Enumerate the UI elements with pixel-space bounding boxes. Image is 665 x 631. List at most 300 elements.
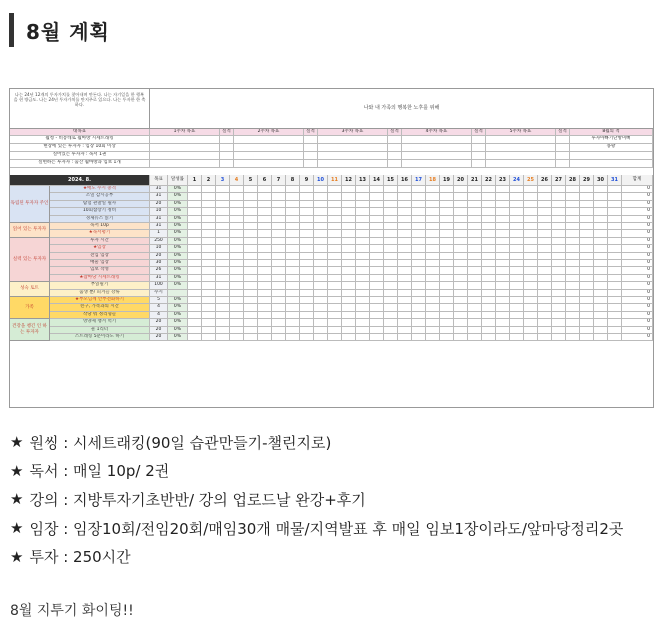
day-cell (608, 334, 622, 341)
day-cell (230, 312, 244, 319)
category-cell: 실력 있는 투자자 (10, 238, 50, 282)
day-cell (342, 238, 356, 245)
task-name-cell: 매물 임장 (50, 260, 150, 267)
day-cell (412, 267, 426, 274)
day-cell (524, 312, 538, 319)
day-cell (482, 319, 496, 326)
day-cell (412, 319, 426, 326)
day-cell (440, 312, 454, 319)
day-cell (566, 230, 580, 237)
day-cell (524, 275, 538, 282)
day-cell (188, 253, 202, 260)
bullet-text: 원씽 : 시세트래킹(90일 습관만들기-챌린지로) (29, 433, 332, 452)
day-cell (398, 304, 412, 311)
day-cell (580, 193, 594, 200)
day-head-cell: 20 (454, 175, 468, 186)
day-cell (272, 304, 286, 311)
day-cell (356, 230, 370, 237)
goal-blank-cell: 몽왕 (570, 144, 653, 152)
day-cell (202, 230, 216, 237)
day-cell (342, 223, 356, 230)
goal-blank-cell (318, 136, 388, 144)
day-cell (286, 334, 300, 341)
day-cell (468, 186, 482, 193)
day-cell (510, 267, 524, 274)
day-cell (384, 201, 398, 208)
task-rate-cell: 0% (168, 334, 188, 341)
day-cell (342, 275, 356, 282)
day-cell (216, 201, 230, 208)
day-cell (524, 230, 538, 237)
day-cell (230, 275, 244, 282)
day-cell (524, 253, 538, 260)
day-cell (216, 253, 230, 260)
day-cell (468, 223, 482, 230)
task-rate-cell: 0% (168, 238, 188, 245)
bullet-item (10, 542, 623, 571)
day-cell (384, 297, 398, 304)
day-cell (608, 245, 622, 252)
day-cell (468, 238, 482, 245)
day-cell (594, 312, 608, 319)
day-head-cell: 7 (272, 175, 286, 186)
day-cell (230, 253, 244, 260)
day-cell (370, 267, 384, 274)
day-cell (216, 267, 230, 274)
day-cell (384, 282, 398, 289)
task-target-cell: 26 (150, 267, 168, 274)
day-cell (580, 327, 594, 334)
day-cell (608, 275, 622, 282)
day-cell (468, 208, 482, 215)
day-cell (552, 275, 566, 282)
bullet-item (10, 428, 623, 457)
day-cell (286, 297, 300, 304)
day-cell (496, 223, 510, 230)
day-cell (230, 290, 244, 297)
day-head-cell: 8 (286, 175, 300, 186)
day-cell (258, 334, 272, 341)
day-cell (230, 297, 244, 304)
day-cell (342, 304, 356, 311)
day-cell (328, 253, 342, 260)
task-name-cell: 투자 시간 (50, 238, 150, 245)
day-cell (454, 275, 468, 282)
day-cell (202, 238, 216, 245)
day-cell (412, 216, 426, 223)
day-cell (370, 201, 384, 208)
day-cell (300, 201, 314, 208)
day-cell (552, 282, 566, 289)
day-cell (272, 334, 286, 341)
day-cell (370, 216, 384, 223)
day-cell (538, 297, 552, 304)
goal-blank-cell (234, 144, 304, 152)
day-cell (594, 253, 608, 260)
day-cell (552, 193, 566, 200)
day-cell (426, 216, 440, 223)
day-cell (398, 290, 412, 297)
goal-blank-cell (220, 144, 234, 152)
day-cell (468, 327, 482, 334)
goal-blank-cell (556, 144, 570, 152)
task-total-cell: 0 (622, 253, 653, 260)
day-cell (496, 186, 510, 193)
day-cell (272, 216, 286, 223)
day-cell (356, 253, 370, 260)
day-cell (356, 208, 370, 215)
day-cell (454, 260, 468, 267)
day-cell (314, 260, 328, 267)
day-cell (314, 208, 328, 215)
day-cell (258, 267, 272, 274)
day-cell (272, 282, 286, 289)
day-cell (482, 238, 496, 245)
day-cell (230, 260, 244, 267)
task-rate-cell: 0% (168, 193, 188, 200)
day-cell (510, 275, 524, 282)
day-cell (300, 267, 314, 274)
task-row (50, 312, 653, 319)
day-cell (356, 201, 370, 208)
bullet-text: 독서 : 매일 10p/ 2권 (29, 462, 170, 481)
day-cell (608, 193, 622, 200)
day-cell (230, 282, 244, 289)
day-cell (328, 304, 342, 311)
day-cell (258, 238, 272, 245)
task-row (50, 260, 653, 267)
task-target-cell: 5 (150, 297, 168, 304)
day-cell (510, 201, 524, 208)
day-cell (524, 267, 538, 274)
day-cell (286, 290, 300, 297)
day-cell (188, 290, 202, 297)
day-cell (328, 319, 342, 326)
task-row (50, 327, 653, 334)
task-name-cell: 부읽필기 (50, 282, 150, 289)
day-cell (384, 245, 398, 252)
day-cell (594, 201, 608, 208)
day-cell (580, 319, 594, 326)
day-cell (412, 275, 426, 282)
day-head-cell: 17 (412, 175, 426, 186)
day-cell (524, 208, 538, 215)
day-cell (328, 230, 342, 237)
day-cell (524, 260, 538, 267)
task-total-cell: 0 (622, 327, 653, 334)
task-row (50, 238, 653, 245)
bullet-text: 강의 : 지방투자기초반반/ 강의 업로드날 완강+후기 (29, 490, 366, 509)
day-cell (342, 290, 356, 297)
day-cell (272, 253, 286, 260)
day-cell (496, 208, 510, 215)
day-cell (538, 319, 552, 326)
day-cell (468, 312, 482, 319)
goal-blank-cell (150, 136, 220, 144)
day-cell (244, 304, 258, 311)
day-cell (244, 312, 258, 319)
day-cell (426, 193, 440, 200)
day-cell (398, 327, 412, 334)
task-total-cell: 0 (622, 290, 653, 297)
day-cell (300, 223, 314, 230)
day-head-cell: 16 (398, 175, 412, 186)
day-cell (482, 312, 496, 319)
day-cell (580, 201, 594, 208)
day-cell (300, 253, 314, 260)
day-cell (258, 223, 272, 230)
day-cell (398, 260, 412, 267)
day-cell (188, 216, 202, 223)
day-cell (272, 193, 286, 200)
day-cell (594, 230, 608, 237)
day-cell (538, 282, 552, 289)
day-cell (188, 282, 202, 289)
day-cell (440, 253, 454, 260)
day-cell (216, 245, 230, 252)
day-cell (426, 230, 440, 237)
category-cell: 읽어 있는 투자자 (10, 223, 50, 238)
day-cell (552, 216, 566, 223)
day-cell (342, 216, 356, 223)
task-target-cell: 4 (150, 312, 168, 319)
day-cell (342, 282, 356, 289)
day-cell (538, 193, 552, 200)
day-cell (566, 319, 580, 326)
day-cell (482, 290, 496, 297)
day-cell (482, 193, 496, 200)
day-cell (608, 260, 622, 267)
day-cell (566, 267, 580, 274)
day-cell (524, 334, 538, 341)
day-cell (426, 223, 440, 230)
task-rate-cell: 0% (168, 201, 188, 208)
day-cell (594, 327, 608, 334)
day-cell (314, 319, 328, 326)
day-cell (426, 238, 440, 245)
day-cell (286, 282, 300, 289)
goal-blank-cell (150, 160, 220, 168)
task-rate-cell: 0% (168, 230, 188, 237)
task-row (50, 193, 653, 200)
day-cell (244, 245, 258, 252)
day-cell (440, 223, 454, 230)
day-cell (356, 334, 370, 341)
day-head-cell: 26 (538, 175, 552, 186)
task-name-cell: ★독서평기 (50, 230, 150, 237)
day-cell (426, 186, 440, 193)
day-cell (342, 312, 356, 319)
day-cell (468, 290, 482, 297)
day-cell (202, 327, 216, 334)
day-cell (510, 230, 524, 237)
day-cell (510, 238, 524, 245)
day-cell (538, 275, 552, 282)
day-cell (398, 201, 412, 208)
day-cell (580, 216, 594, 223)
day-cell (300, 327, 314, 334)
task-total-cell: 0 (622, 238, 653, 245)
goal-blank-cell (234, 152, 304, 160)
day-cell (370, 282, 384, 289)
day-cell (538, 312, 552, 319)
bullet-item (10, 514, 623, 543)
day-cell (244, 208, 258, 215)
day-cell (608, 253, 622, 260)
day-cell (580, 312, 594, 319)
goal-blank-cell (388, 160, 402, 168)
task-rate-cell: 0% (168, 275, 188, 282)
day-cell (440, 297, 454, 304)
goal-blank-cell (556, 160, 570, 168)
day-cell (286, 275, 300, 282)
day-cell (286, 312, 300, 319)
day-cell (538, 208, 552, 215)
day-cell (468, 193, 482, 200)
task-target-cell: 4 (150, 304, 168, 311)
day-cell (216, 290, 230, 297)
task-rate-cell: 0% (168, 304, 188, 311)
day-cell (454, 186, 468, 193)
day-cell (496, 312, 510, 319)
day-cell (594, 260, 608, 267)
day-cell (566, 282, 580, 289)
week-head-cell: 8월의 적 (570, 129, 653, 136)
day-cell (482, 223, 496, 230)
day-cell (328, 260, 342, 267)
day-cell (328, 334, 342, 341)
goal-blank-cell (570, 160, 653, 168)
day-cell (566, 334, 580, 341)
day-cell (580, 282, 594, 289)
goal-blank-cell (234, 136, 304, 144)
day-cell (286, 223, 300, 230)
task-total-cell: 0 (622, 216, 653, 223)
day-cell (440, 208, 454, 215)
day-cell (580, 238, 594, 245)
day-cell (342, 193, 356, 200)
bullet-text: 임장 : 임장10회/전임20회/매임30개 매물/지역발표 후 매일 임보1장이라도/앞마당정리2곳 (29, 519, 624, 538)
goal-blank-cell (150, 152, 220, 160)
day-cell (510, 253, 524, 260)
day-cell (608, 304, 622, 311)
task-target-cell: 30 (150, 260, 168, 267)
day-cell (608, 216, 622, 223)
day-cell (216, 223, 230, 230)
day-cell (370, 275, 384, 282)
day-head-cell: 27 (552, 175, 566, 186)
day-cell (272, 290, 286, 297)
day-cell (468, 260, 482, 267)
day-cell (454, 253, 468, 260)
day-cell (202, 290, 216, 297)
day-cell (580, 230, 594, 237)
goal-cell: 실현하는 투자자 : 출산 월마방과 임보 1개 (10, 160, 150, 168)
day-cell (594, 216, 608, 223)
day-cell (580, 334, 594, 341)
day-cell (426, 208, 440, 215)
day-cell (230, 304, 244, 311)
day-cell (216, 260, 230, 267)
goal-blank-cell (220, 160, 234, 168)
goal-blank-cell (388, 144, 402, 152)
day-cell (608, 327, 622, 334)
day-cell (510, 319, 524, 326)
day-cell (454, 208, 468, 215)
day-cell (524, 216, 538, 223)
day-cell (412, 327, 426, 334)
day-cell (300, 260, 314, 267)
day-cell (216, 238, 230, 245)
day-cell (398, 282, 412, 289)
vision-text: 나와 내 가족의 행복한 노후를 위해 (150, 89, 653, 129)
task-row (50, 201, 653, 208)
day-cell (370, 253, 384, 260)
day-cell (328, 193, 342, 200)
day-cell (594, 304, 608, 311)
day-cell (454, 238, 468, 245)
day-cell (510, 282, 524, 289)
day-cell (608, 319, 622, 326)
day-cell (258, 275, 272, 282)
goal-blank-cell (318, 152, 388, 160)
day-cell (300, 290, 314, 297)
day-cell (566, 245, 580, 252)
day-cell (230, 208, 244, 215)
day-cell (482, 253, 496, 260)
task-name-cell: 친구, 가족과의 시간 (50, 304, 150, 311)
task-target-cell: 20 (150, 319, 168, 326)
day-cell (384, 290, 398, 297)
goal-row (10, 152, 653, 160)
day-cell (454, 327, 468, 334)
day-cell (552, 245, 566, 252)
day-cell (468, 304, 482, 311)
day-cell (202, 253, 216, 260)
day-cell (258, 282, 272, 289)
day-cell (258, 245, 272, 252)
day-cell (328, 290, 342, 297)
day-cell (412, 201, 426, 208)
task-target-cell: 20 (150, 327, 168, 334)
goal-blank-cell (402, 136, 472, 144)
day-cell (370, 260, 384, 267)
day-head-cell: 12 (342, 175, 356, 186)
day-cell (594, 334, 608, 341)
day-head-cell: 15 (384, 175, 398, 186)
task-total-cell: 0 (622, 260, 653, 267)
day-cell (384, 238, 398, 245)
day-cell (356, 282, 370, 289)
day-cell (384, 253, 398, 260)
day-cell (342, 245, 356, 252)
day-cell (412, 193, 426, 200)
task-name-cell: 영양제 챙겨 먹기 (50, 319, 150, 326)
goal-blank-cell (318, 160, 388, 168)
day-cell (482, 208, 496, 215)
day-cell (216, 216, 230, 223)
day-cell (608, 297, 622, 304)
goal-cell: 월청 - 비봉데로 월마방 시세트래킹 (10, 136, 150, 144)
day-cell (370, 334, 384, 341)
day-cell (314, 327, 328, 334)
day-cell (608, 267, 622, 274)
week-head-cell: 1주차 목표 (150, 129, 220, 136)
day-cell (300, 193, 314, 200)
task-target-cell: 31 (150, 193, 168, 200)
day-cell (468, 275, 482, 282)
day-cell (566, 253, 580, 260)
